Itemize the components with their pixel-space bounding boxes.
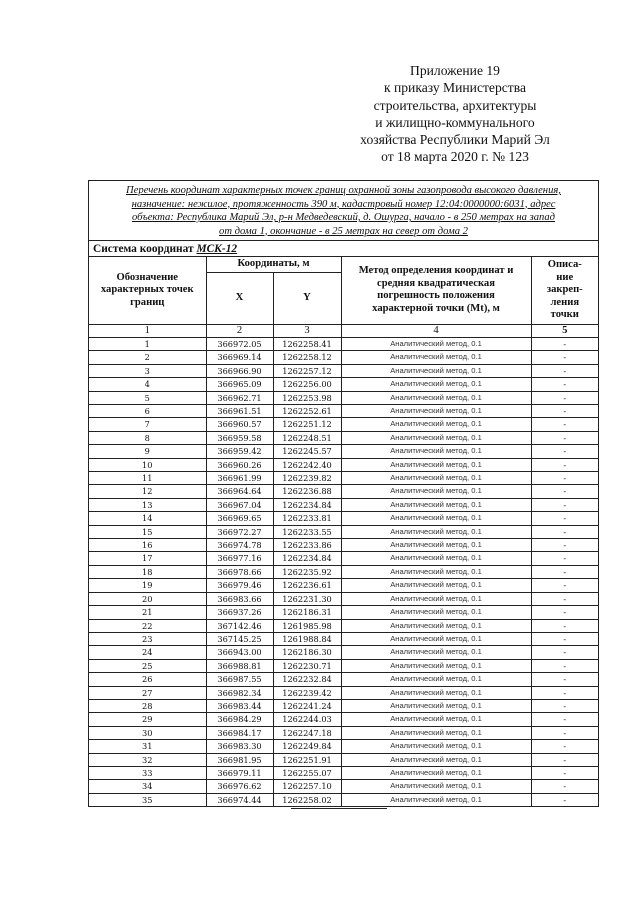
point-number: 9 [89, 445, 206, 458]
y-coordinate: 1262233.55 [273, 525, 341, 538]
method-cell: Аналитический метод, 0.1 [341, 364, 531, 377]
table-row [89, 619, 598, 632]
table-row [89, 793, 598, 806]
method-cell: Аналитический метод, 0.1 [341, 766, 531, 779]
column-number: 4 [341, 324, 531, 337]
y-coordinate: 1261988.84 [273, 632, 341, 645]
header-method: Метод определения координат и средняя квадратическая погрешность положения характерной точки (Mt), м [341, 257, 531, 324]
heading-line: назначение: нежилое, протяженность 390 м, кадастровый номер 12:04:0000000:6031, адрес [131, 198, 556, 210]
x-coordinate: 366979.11 [206, 766, 273, 779]
method-cell: Аналитический метод, 0.1 [341, 579, 531, 592]
heading-line: Перечень координат характерных точек границ охранной зоны газопровода высокого давления, [126, 185, 561, 196]
method-cell: Аналитический метод, 0.1 [341, 632, 531, 645]
y-coordinate: 1262233.81 [273, 512, 341, 525]
method-cell: Аналитический метод, 0.1 [341, 619, 531, 632]
point-number: 25 [89, 659, 206, 672]
x-coordinate: 366974.44 [206, 793, 273, 806]
y-coordinate: 1262186.30 [273, 646, 341, 659]
y-coordinate: 1262235.92 [273, 565, 341, 578]
table-row [89, 632, 598, 645]
x-coordinate: 366961.51 [206, 405, 273, 418]
x-coordinate: 366937.26 [206, 606, 273, 619]
method-cell: Аналитический метод, 0.1 [341, 686, 531, 699]
x-coordinate: 366967.04 [206, 498, 273, 511]
y-coordinate: 1262234.84 [273, 498, 341, 511]
description-cell: - [531, 780, 598, 793]
x-coordinate: 366962.71 [206, 391, 273, 404]
table-row [89, 364, 598, 377]
y-coordinate: 1262244.03 [273, 713, 341, 726]
y-coordinate: 1262242.40 [273, 458, 341, 471]
appendix-line: от 18 марта 2020 г. № 123 [381, 149, 529, 165]
point-number: 23 [89, 632, 206, 645]
x-coordinate: 366983.44 [206, 699, 273, 712]
x-coordinate: 366983.30 [206, 740, 273, 753]
y-coordinate: 1262234.84 [273, 552, 341, 565]
y-coordinate: 1262258.41 [273, 337, 341, 350]
description-cell: - [531, 659, 598, 672]
y-coordinate: 1262239.42 [273, 686, 341, 699]
description-cell: - [531, 337, 598, 350]
description-cell: - [531, 766, 598, 779]
y-coordinate: 1262251.91 [273, 753, 341, 766]
x-coordinate: 366988.81 [206, 659, 273, 672]
point-number: 35 [89, 793, 206, 806]
point-number: 1 [89, 337, 206, 350]
description-cell: - [531, 525, 598, 538]
point-number: 21 [89, 606, 206, 619]
table-row [89, 659, 598, 672]
description-cell: - [531, 445, 598, 458]
description-cell: - [531, 391, 598, 404]
table-row [89, 740, 598, 753]
point-number: 8 [89, 431, 206, 444]
table-row [89, 337, 598, 350]
table-row [89, 378, 598, 391]
appendix-line: строительства, архитектуры [373, 97, 537, 113]
description-cell: - [531, 552, 598, 565]
description-cell: - [531, 592, 598, 605]
x-coordinate: 366981.95 [206, 753, 273, 766]
point-number: 15 [89, 525, 206, 538]
table-row [89, 472, 598, 485]
y-coordinate: 1262241.24 [273, 699, 341, 712]
footer-separator [291, 808, 387, 809]
table-row [89, 699, 598, 712]
point-number: 28 [89, 699, 206, 712]
table-row [89, 726, 598, 739]
method-cell: Аналитический метод, 0.1 [341, 378, 531, 391]
point-number: 26 [89, 673, 206, 686]
method-cell: Аналитический метод, 0.1 [341, 673, 531, 686]
description-cell: - [531, 632, 598, 645]
y-coordinate: 1262258.12 [273, 351, 341, 364]
x-coordinate: 366984.29 [206, 713, 273, 726]
y-coordinate: 1262236.61 [273, 579, 341, 592]
y-coordinate: 1262252.61 [273, 405, 341, 418]
heading-line: от дома 1, окончание - в 25 метрах на север от дома 2 [219, 225, 468, 237]
table-row [89, 405, 598, 418]
method-cell: Аналитический метод, 0.1 [341, 780, 531, 793]
table-row [89, 780, 598, 793]
x-coordinate: 366977.16 [206, 552, 273, 565]
method-cell: Аналитический метод, 0.1 [341, 472, 531, 485]
y-coordinate: 1262256.00 [273, 378, 341, 391]
list-heading [89, 181, 598, 241]
x-coordinate: 366976.62 [206, 780, 273, 793]
y-coordinate: 1262258.02 [273, 793, 341, 806]
appendix-block [330, 62, 580, 166]
table-row [89, 498, 598, 511]
point-number: 24 [89, 646, 206, 659]
x-coordinate: 366966.90 [206, 364, 273, 377]
y-coordinate: 1262230.71 [273, 659, 341, 672]
method-cell: Аналитический метод, 0.1 [341, 458, 531, 471]
table-row [89, 351, 598, 364]
description-cell: - [531, 498, 598, 511]
description-cell: - [531, 458, 598, 471]
column-number-row [89, 324, 598, 337]
method-cell: Аналитический метод, 0.1 [341, 525, 531, 538]
point-number: 7 [89, 418, 206, 431]
description-cell: - [531, 565, 598, 578]
header-y: Y [273, 273, 341, 325]
y-coordinate: 1262253.98 [273, 391, 341, 404]
y-coordinate: 1262231.30 [273, 592, 341, 605]
x-coordinate: 366982.34 [206, 686, 273, 699]
description-cell: - [531, 686, 598, 699]
y-coordinate: 1262251.12 [273, 418, 341, 431]
point-number: 6 [89, 405, 206, 418]
method-cell: Аналитический метод, 0.1 [341, 512, 531, 525]
coordinate-system-label: Система координат [93, 243, 194, 255]
method-cell: Аналитический метод, 0.1 [341, 418, 531, 431]
column-number: 5 [531, 324, 598, 337]
description-cell: - [531, 539, 598, 552]
point-number: 2 [89, 351, 206, 364]
method-cell: Аналитический метод, 0.1 [341, 351, 531, 364]
y-coordinate: 1262248.51 [273, 431, 341, 444]
x-coordinate: 366972.27 [206, 525, 273, 538]
method-cell: Аналитический метод, 0.1 [341, 606, 531, 619]
header-point: Обозначение характерных точек границ [89, 257, 206, 324]
point-number: 14 [89, 512, 206, 525]
table-row [89, 391, 598, 404]
method-cell: Аналитический метод, 0.1 [341, 431, 531, 444]
point-number: 22 [89, 619, 206, 632]
point-number: 10 [89, 458, 206, 471]
x-coordinate: 366987.55 [206, 673, 273, 686]
y-coordinate: 1262257.10 [273, 780, 341, 793]
method-cell: Аналитический метод, 0.1 [341, 646, 531, 659]
table-row [89, 713, 598, 726]
appendix-line: и жилищно-коммунального [375, 114, 535, 130]
table-row [89, 753, 598, 766]
table-row [89, 552, 598, 565]
description-cell: - [531, 793, 598, 806]
x-coordinate: 366984.17 [206, 726, 273, 739]
table-row [89, 431, 598, 444]
x-coordinate: 367145.25 [206, 632, 273, 645]
table-row [89, 512, 598, 525]
point-number: 17 [89, 552, 206, 565]
method-cell: Аналитический метод, 0.1 [341, 337, 531, 350]
x-coordinate: 366964.64 [206, 485, 273, 498]
y-coordinate: 1262255.07 [273, 766, 341, 779]
appendix-line: Приложение 19 [410, 63, 500, 78]
description-cell: - [531, 378, 598, 391]
description-cell: - [531, 351, 598, 364]
x-coordinate: 366965.09 [206, 378, 273, 391]
point-number: 30 [89, 726, 206, 739]
description-cell: - [531, 619, 598, 632]
description-cell: - [531, 699, 598, 712]
column-number: 1 [89, 324, 206, 337]
column-number: 3 [273, 324, 341, 337]
point-number: 29 [89, 713, 206, 726]
table-row [89, 766, 598, 779]
description-cell: - [531, 472, 598, 485]
point-number: 27 [89, 686, 206, 699]
description-cell: - [531, 740, 598, 753]
table-row [89, 525, 598, 538]
coordinates-table-body [89, 337, 598, 806]
description-cell: - [531, 673, 598, 686]
point-number: 5 [89, 391, 206, 404]
method-cell: Аналитический метод, 0.1 [341, 405, 531, 418]
y-coordinate: 1262236.88 [273, 485, 341, 498]
method-cell: Аналитический метод, 0.1 [341, 793, 531, 806]
coordinates-frame [88, 180, 599, 807]
point-number: 3 [89, 364, 206, 377]
description-cell: - [531, 579, 598, 592]
description-cell: - [531, 364, 598, 377]
method-cell: Аналитический метод, 0.1 [341, 445, 531, 458]
x-coordinate: 367142.46 [206, 619, 273, 632]
x-coordinate: 366983.66 [206, 592, 273, 605]
y-coordinate: 1261985.98 [273, 619, 341, 632]
description-cell: - [531, 485, 598, 498]
y-coordinate: 1262245.57 [273, 445, 341, 458]
coordinates-table [89, 257, 598, 806]
table-row [89, 565, 598, 578]
y-coordinate: 1262233.86 [273, 539, 341, 552]
y-coordinate: 1262239.82 [273, 472, 341, 485]
y-coordinate: 1262247.18 [273, 726, 341, 739]
y-coordinate: 1262232.84 [273, 673, 341, 686]
appendix-line: к приказу Министерства [383, 80, 527, 96]
point-number: 33 [89, 766, 206, 779]
appendix-line: хозяйства Республики Марий Эл [360, 132, 550, 148]
point-number: 32 [89, 753, 206, 766]
point-number: 16 [89, 539, 206, 552]
table-row [89, 458, 598, 471]
method-cell: Аналитический метод, 0.1 [341, 552, 531, 565]
method-cell: Аналитический метод, 0.1 [341, 391, 531, 404]
point-number: 12 [89, 485, 206, 498]
method-cell: Аналитический метод, 0.1 [341, 740, 531, 753]
coordinate-system-value: МСК-12 [196, 243, 238, 255]
point-number: 19 [89, 579, 206, 592]
method-cell: Аналитический метод, 0.1 [341, 565, 531, 578]
header-x: X [206, 273, 273, 325]
method-cell: Аналитический метод, 0.1 [341, 592, 531, 605]
description-cell: - [531, 713, 598, 726]
point-number: 4 [89, 378, 206, 391]
x-coordinate: 366969.14 [206, 351, 273, 364]
description-cell: - [531, 418, 598, 431]
table-row [89, 418, 598, 431]
x-coordinate: 366943.00 [206, 646, 273, 659]
header-description: Описа-ние закреп-ления точки [531, 257, 598, 324]
x-coordinate: 366960.57 [206, 418, 273, 431]
description-cell: - [531, 431, 598, 444]
description-cell: - [531, 753, 598, 766]
y-coordinate: 1262257.12 [273, 364, 341, 377]
method-cell: Аналитический метод, 0.1 [341, 659, 531, 672]
point-number: 31 [89, 740, 206, 753]
method-cell: Аналитический метод, 0.1 [341, 726, 531, 739]
x-coordinate: 366959.58 [206, 431, 273, 444]
heading-line: объекта: Республика Марий Эл, р-н Медведевский, д. Ошурга, начало - в 250 метрах на запад [132, 212, 555, 223]
description-cell: - [531, 512, 598, 525]
x-coordinate: 366969.65 [206, 512, 273, 525]
x-coordinate: 366960.26 [206, 458, 273, 471]
method-cell: Аналитический метод, 0.1 [341, 753, 531, 766]
table-row [89, 539, 598, 552]
point-number: 20 [89, 592, 206, 605]
point-number: 13 [89, 498, 206, 511]
y-coordinate: 1262186.31 [273, 606, 341, 619]
table-row [89, 485, 598, 498]
x-coordinate: 366972.05 [206, 337, 273, 350]
x-coordinate: 366961.99 [206, 472, 273, 485]
y-coordinate: 1262249.84 [273, 740, 341, 753]
description-cell: - [531, 606, 598, 619]
method-cell: Аналитический метод, 0.1 [341, 539, 531, 552]
point-number: 11 [89, 472, 206, 485]
table-row [89, 592, 598, 605]
coordinate-system [89, 241, 598, 257]
description-cell: - [531, 646, 598, 659]
table-row [89, 673, 598, 686]
x-coordinate: 366978.66 [206, 565, 273, 578]
x-coordinate: 366979.46 [206, 579, 273, 592]
description-cell: - [531, 405, 598, 418]
x-coordinate: 366959.42 [206, 445, 273, 458]
table-row [89, 686, 598, 699]
table-row [89, 646, 598, 659]
table-row [89, 579, 598, 592]
point-number: 34 [89, 780, 206, 793]
point-number: 18 [89, 565, 206, 578]
x-coordinate: 366974.78 [206, 539, 273, 552]
table-row [89, 606, 598, 619]
table-row [89, 445, 598, 458]
column-number: 2 [206, 324, 273, 337]
method-cell: Аналитический метод, 0.1 [341, 498, 531, 511]
description-cell: - [531, 726, 598, 739]
method-cell: Аналитический метод, 0.1 [341, 485, 531, 498]
method-cell: Аналитический метод, 0.1 [341, 699, 531, 712]
method-cell: Аналитический метод, 0.1 [341, 713, 531, 726]
header-coordinates: Координаты, м [206, 257, 341, 273]
